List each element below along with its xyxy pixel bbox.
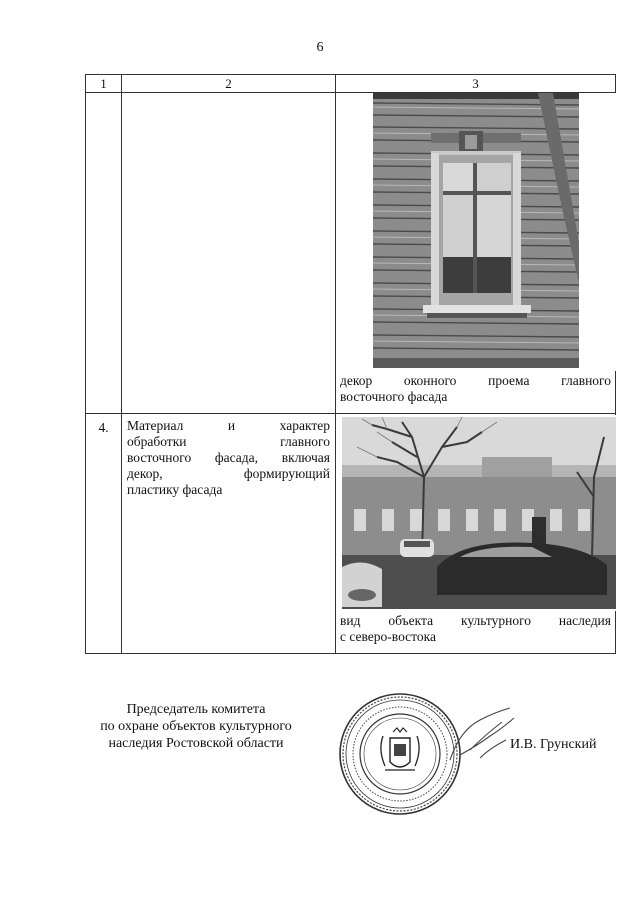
row-description — [122, 93, 336, 414]
window-decor-photo — [336, 93, 616, 371]
row-number — [86, 93, 122, 414]
table-row — [86, 93, 616, 414]
header-col-3: 3 — [336, 75, 616, 93]
photo-caption — [336, 371, 615, 413]
signatory-title — [80, 701, 312, 752]
header-col-1: 1 — [86, 75, 122, 93]
photo-caption — [336, 611, 615, 653]
description-line: восточного фасада, включая — [127, 450, 330, 465]
signatory-name: И.В. Грунский — [510, 737, 597, 752]
facade-photo — [336, 415, 616, 611]
caption-line: с северо-востока — [340, 629, 436, 644]
photo-cell — [336, 414, 616, 654]
table-header-row — [86, 75, 616, 93]
caption-line: вид объекта культурного наследия — [340, 613, 611, 628]
row-description — [122, 414, 336, 654]
table-row — [86, 414, 616, 654]
signatory-title-line: Председатель комитета — [126, 702, 266, 717]
signatory-title-line: наследия Ростовской области — [108, 736, 284, 751]
description-line: декор, формирующий — [127, 466, 330, 481]
header-col-2: 2 — [122, 75, 336, 93]
heritage-table — [85, 74, 616, 654]
caption-line: декор оконного проема главного — [340, 373, 611, 388]
handwritten-signature — [440, 700, 522, 772]
photo-cell — [336, 93, 616, 414]
caption-line: восточного фасада — [340, 389, 448, 404]
description-line: обработки главного — [127, 434, 330, 449]
row-number: 4. — [86, 414, 122, 654]
signatory-title-line: по охране объектов культурного — [100, 719, 292, 734]
description-line: Материал и характер — [127, 418, 330, 433]
page-number: 6 — [316, 40, 324, 55]
description-line: пластику фасада — [127, 482, 223, 497]
